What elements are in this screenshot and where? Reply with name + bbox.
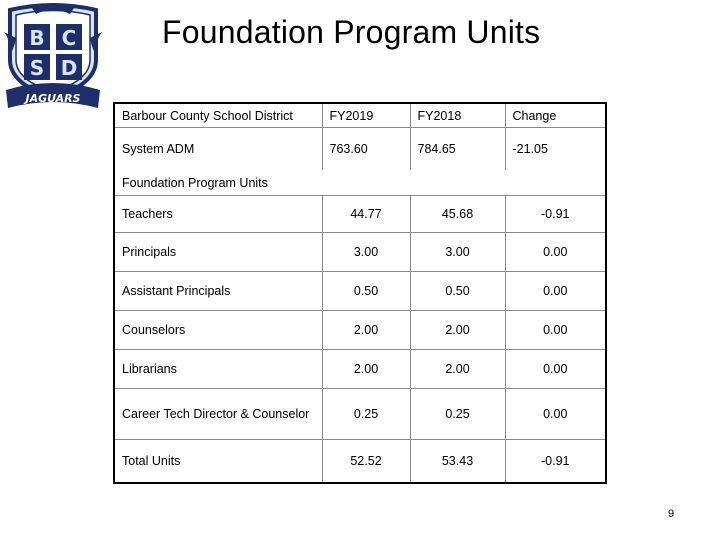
table-header-row [114,103,606,128]
cell-fy2019: 0.50 [322,272,410,311]
cell-fy2019: 3.00 [322,233,410,272]
logo-letter-d: D [60,56,78,80]
cell-change: -0.91 [505,440,606,484]
row-label: Principals [114,233,322,272]
header-district: Barbour County School District [114,103,322,128]
table-row [114,196,606,233]
cell-fy2018: 0.25 [410,389,505,440]
logo-letter-s: S [29,56,45,80]
header-change: Change [505,103,606,128]
table-row [114,233,606,272]
cell-fy2018: 2.00 [410,311,505,350]
cell-fy2018: 0.50 [410,272,505,311]
foundation-units-table [113,102,607,484]
row-label: Total Units [114,440,322,484]
table-row [114,389,606,440]
table-row [114,311,606,350]
header-fy2019: FY2019 [322,103,410,128]
cell-change: 0.00 [505,233,606,272]
cell-fy2018: 3.00 [410,233,505,272]
page-number: 9 [668,508,675,520]
cell-change: 0.00 [505,311,606,350]
table-row [114,350,606,389]
table-row [114,272,606,311]
slide-title: Foundation Program Units [162,14,541,50]
section-label-row [114,170,606,196]
table-row-total [114,440,606,484]
cell-change: 0.00 [505,272,606,311]
logo-letter-c: C [61,26,77,50]
row-label: Assistant Principals [114,272,322,311]
cell-fy2018: 53.43 [410,440,505,484]
row-label: System ADM [114,128,322,171]
cell-fy2019: 2.00 [322,350,410,389]
cell-change: 0.00 [505,350,606,389]
cell-fy2019: 52.52 [322,440,410,484]
row-label: Career Tech Director & Counselor [114,389,322,440]
bcsd-jaguars-logo [2,2,104,114]
row-label: Librarians [114,350,322,389]
cell-fy2018: 784.65 [410,128,505,171]
row-label: Teachers [114,196,322,233]
cell-fy2019: 763.60 [322,128,410,171]
cell-fy2018: 2.00 [410,350,505,389]
logo-banner-text: JAGUARS [25,92,81,105]
cell-fy2018: 45.68 [410,196,505,233]
cell-change: -0.91 [505,196,606,233]
system-adm-row [114,128,606,171]
section-label: Foundation Program Units [114,170,606,196]
cell-fy2019: 44.77 [322,196,410,233]
cell-change: 0.00 [505,389,606,440]
header-fy2018: FY2018 [410,103,505,128]
cell-fy2019: 0.25 [322,389,410,440]
cell-change: -21.05 [505,128,606,171]
cell-fy2019: 2.00 [322,311,410,350]
row-label: Counselors [114,311,322,350]
logo-letter-b: B [29,26,45,50]
